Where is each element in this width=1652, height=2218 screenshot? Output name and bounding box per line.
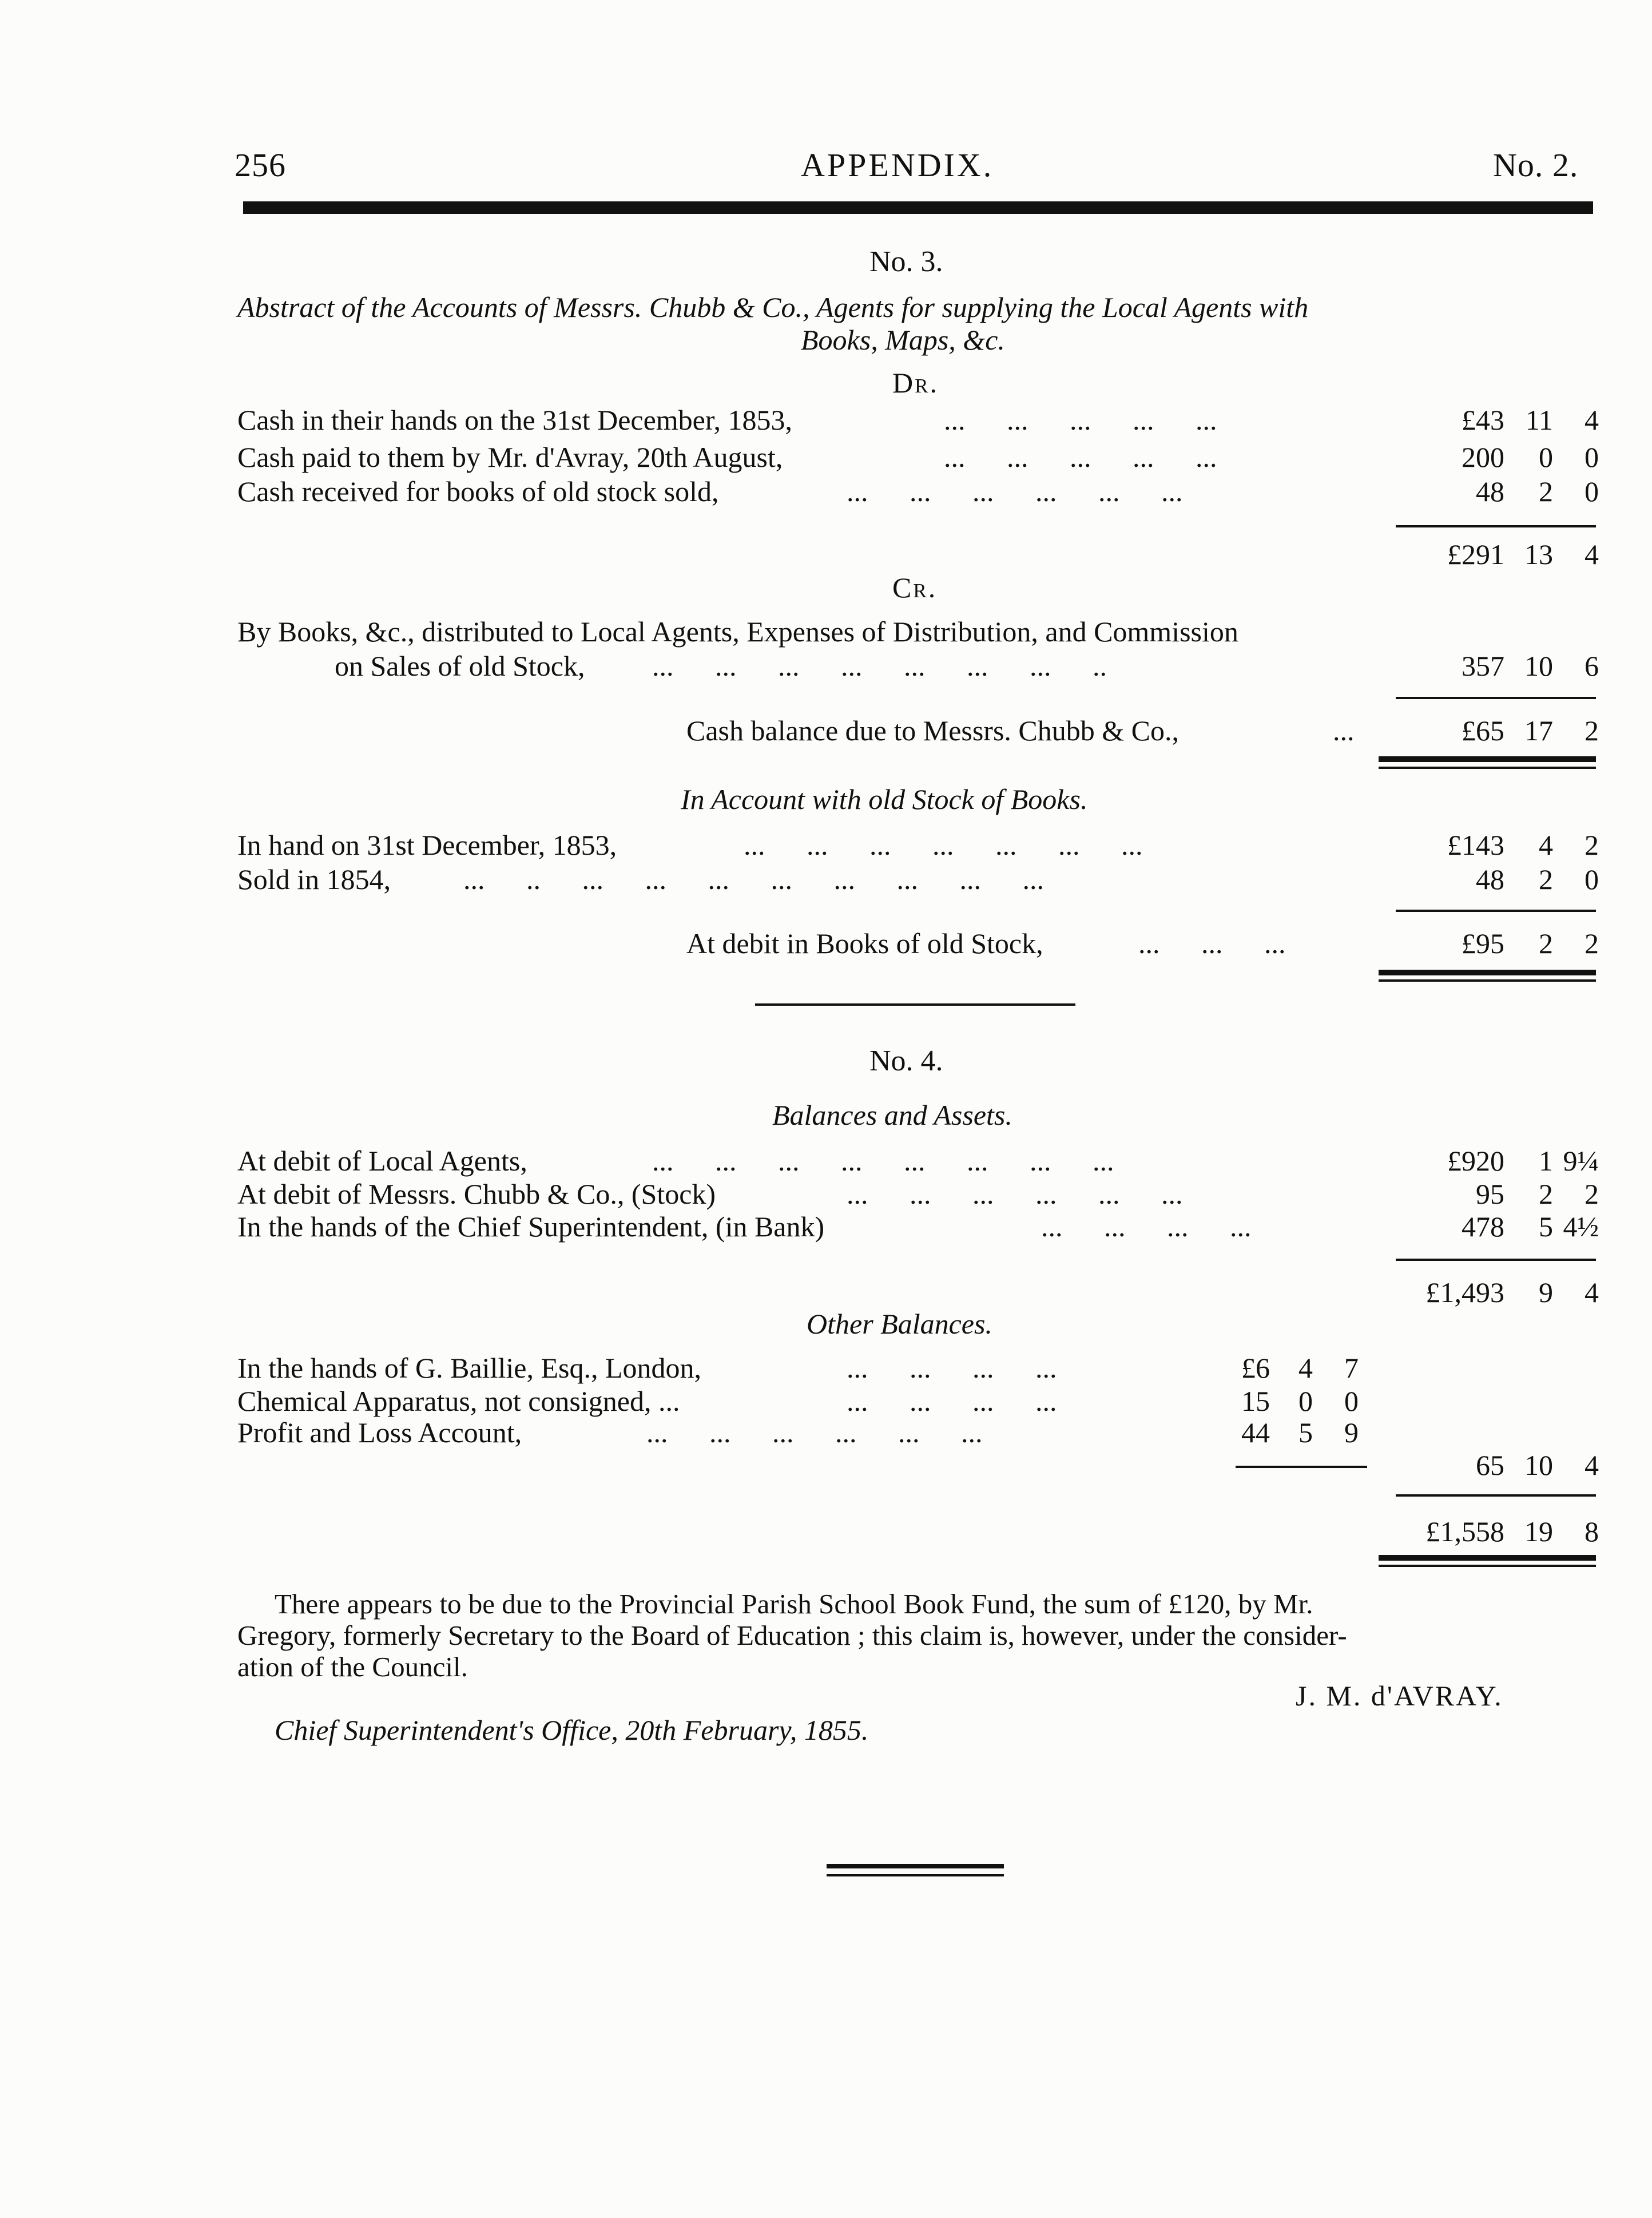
cr-dots: ... ... ... ... ... ... ... .. — [652, 650, 1107, 682]
stock-row-label: In hand on 31st December, 1853, — [237, 829, 617, 861]
dr-row-pence: 4 — [1585, 404, 1599, 436]
stock-rule — [1396, 910, 1596, 912]
section3-title-line2: Books, Maps, &c. — [801, 324, 1005, 356]
balance-shillings: 17 — [1524, 715, 1553, 747]
stock-total-shillings: 2 — [1539, 927, 1553, 959]
other-row-pounds: 44 — [1241, 1416, 1270, 1449]
other-row-dots: ... ... ... ... ... ... — [646, 1416, 983, 1449]
stock-total-pounds: £95 — [1462, 927, 1504, 959]
asset-row-pence: 2 — [1585, 1178, 1599, 1210]
dr-total-pounds: £291 — [1447, 538, 1504, 570]
dr-row-pence: 0 — [1585, 441, 1599, 473]
signature: J. M. d'AVRAY. — [1296, 1680, 1503, 1712]
other-balances-title: Other Balances. — [807, 1308, 992, 1340]
stock-title: In Account with old Stock of Books. — [681, 783, 1088, 815]
asset-row-shillings: 2 — [1539, 1178, 1553, 1210]
grand-double-rule-top — [1379, 1555, 1596, 1561]
other-total-pence: 4 — [1585, 1449, 1599, 1481]
dr-row-shillings: 11 — [1525, 404, 1553, 436]
dr-total-shillings: 13 — [1524, 538, 1553, 570]
dr-row-pounds: £43 — [1462, 404, 1504, 436]
stock-row-shillings: 2 — [1539, 863, 1553, 895]
dr-label: Dr. — [892, 367, 939, 399]
stock-total-dots: ... ... ... — [1138, 927, 1286, 959]
stock-double-rule-top — [1379, 970, 1596, 975]
asset-row-dots: ... ... ... ... — [1041, 1211, 1252, 1243]
section-divider — [755, 1003, 1075, 1006]
dr-row-label: Cash in their hands on the 31st December, 1853, — [237, 404, 793, 436]
assets-rule — [1396, 1259, 1596, 1261]
cr-amount-pence: 6 — [1585, 650, 1599, 682]
stock-row-pounds: 48 — [1476, 863, 1504, 895]
asset-row-label: At debit of Messrs. Chubb & Co., (Stock) — [237, 1178, 716, 1210]
stock-double-rule-bottom — [1379, 979, 1596, 982]
grand-double-rule-bottom — [1379, 1565, 1596, 1567]
dr-row-dots: ... ... ... ... ... — [944, 404, 1217, 436]
dr-row-label: Cash paid to them by Mr. d'Avray, 20th August, — [237, 441, 783, 473]
page-title: APPENDIX. — [801, 146, 994, 184]
other-row-dots: ... ... ... ... — [847, 1352, 1057, 1384]
dr-row-dots: ... ... ... ... ... ... — [847, 475, 1183, 507]
asset-row-pounds: £920 — [1447, 1145, 1504, 1177]
note-line3: ation of the Council. — [237, 1651, 468, 1683]
other-row-shillings: 4 — [1298, 1352, 1313, 1384]
asset-row-pence: 4½ — [1563, 1211, 1599, 1243]
other-row-pence: 9 — [1344, 1416, 1359, 1449]
other-row-pence: 0 — [1344, 1385, 1359, 1417]
other-rule — [1236, 1466, 1367, 1468]
cr-rule — [1396, 697, 1596, 699]
stock-row-pence: 0 — [1585, 863, 1599, 895]
section4-subtitle: Balances and Assets. — [772, 1099, 1012, 1131]
dr-total-rule — [1396, 525, 1596, 527]
other-total-shillings: 10 — [1524, 1449, 1553, 1481]
cr-amount-shillings: 10 — [1524, 650, 1553, 682]
stock-row-dots: ... .. ... ... ... ... ... ... ... ... — [463, 863, 1044, 895]
cr-amount-pounds: 357 — [1462, 650, 1504, 682]
section4-heading: No. 4. — [869, 1045, 943, 1077]
stock-row-label: Sold in 1854, — [237, 863, 391, 895]
end-double-rule-bottom — [827, 1874, 1004, 1876]
asset-row-label: At debit of Local Agents, — [237, 1145, 527, 1177]
stock-row-shillings: 4 — [1539, 829, 1553, 861]
other-row-label: Profit and Loss Account, — [237, 1416, 522, 1449]
dr-row-pounds: 48 — [1476, 475, 1504, 507]
cr-line1: By Books, &c., distributed to Local Agents, Expenses of Distribution, and Commission — [237, 616, 1238, 648]
dr-total-pence: 4 — [1585, 538, 1599, 570]
dr-row-pounds: 200 — [1462, 441, 1504, 473]
grand-total-shillings: 19 — [1524, 1515, 1553, 1548]
other-total-pounds: 65 — [1476, 1449, 1504, 1481]
note-line2: Gregory, formerly Secretary to the Board of Education ; this claim is, however, under the consider- — [237, 1620, 1347, 1651]
other-row-pounds: 15 — [1241, 1385, 1270, 1417]
dr-row-pence: 0 — [1585, 475, 1599, 507]
cr-line2: on Sales of old Stock, — [335, 650, 585, 682]
cr-label: Cr. — [892, 572, 938, 604]
other-row-label: In the hands of G. Baillie, Esq., London, — [237, 1352, 701, 1384]
grand-total-pence: 8 — [1585, 1515, 1599, 1548]
other-row-pounds: £6 — [1241, 1352, 1270, 1384]
asset-row-pounds: 478 — [1462, 1211, 1504, 1243]
note-line1: There appears to be due to the Provincial Parish School Book Fund, the sum of £120, by Mr. — [275, 1588, 1313, 1620]
dateline: Chief Superintendent's Office, 20th February, 1855. — [275, 1714, 869, 1746]
asset-row-pence: 9¼ — [1563, 1145, 1599, 1177]
page-section-number: No. 2. — [1493, 146, 1579, 184]
balance-double-rule-bottom — [1379, 767, 1596, 769]
stock-row-pounds: £143 — [1447, 829, 1504, 861]
balance-pence: 2 — [1585, 715, 1599, 747]
grand-total-pounds: £1,558 — [1425, 1515, 1504, 1548]
asset-row-dots: ... ... ... ... ... ... — [847, 1178, 1183, 1210]
balance-label: Cash balance due to Messrs. Chubb & Co., — [686, 715, 1180, 747]
page-number: 256 — [235, 146, 286, 184]
assets-subtotal-pence: 4 — [1585, 1276, 1599, 1308]
asset-row-dots: ... ... ... ... ... ... ... ... — [652, 1145, 1114, 1177]
dr-row-shillings: 2 — [1539, 475, 1553, 507]
section3-heading: No. 3. — [869, 245, 943, 278]
grand-total-rule — [1396, 1494, 1596, 1497]
dr-row-label: Cash received for books of old stock sold, — [237, 475, 719, 507]
other-row-shillings: 0 — [1298, 1385, 1313, 1417]
stock-total-pence: 2 — [1585, 927, 1599, 959]
header-rule — [243, 201, 1593, 214]
stock-row-dots: ... ... ... ... ... ... ... — [744, 829, 1143, 861]
other-row-dots: ... ... ... ... — [847, 1385, 1057, 1417]
other-row-pence: 7 — [1344, 1352, 1359, 1384]
other-row-shillings: 5 — [1298, 1416, 1313, 1449]
stock-total-label: At debit in Books of old Stock, — [686, 927, 1043, 959]
assets-subtotal-pounds: £1,493 — [1425, 1276, 1504, 1308]
balance-pounds: £65 — [1462, 715, 1504, 747]
section3-title-line1: Abstract of the Accounts of Messrs. Chubb & Co., Agents for supplying the Local Agents with — [237, 291, 1309, 323]
balance-dots: ... — [1333, 715, 1355, 747]
balance-double-rule-top — [1379, 756, 1596, 762]
asset-row-label: In the hands of the Chief Superintendent, (in Bank) — [237, 1211, 825, 1243]
asset-row-shillings: 1 — [1539, 1145, 1553, 1177]
other-row-label: Chemical Apparatus, not consigned, ... — [237, 1385, 680, 1417]
stock-row-pence: 2 — [1585, 829, 1599, 861]
assets-subtotal-shillings: 9 — [1539, 1276, 1553, 1308]
asset-row-shillings: 5 — [1539, 1211, 1553, 1243]
asset-row-pounds: 95 — [1476, 1178, 1504, 1210]
dr-row-shillings: 0 — [1539, 441, 1553, 473]
end-double-rule-top — [827, 1864, 1004, 1868]
dr-row-dots: ... ... ... ... ... — [944, 441, 1217, 473]
